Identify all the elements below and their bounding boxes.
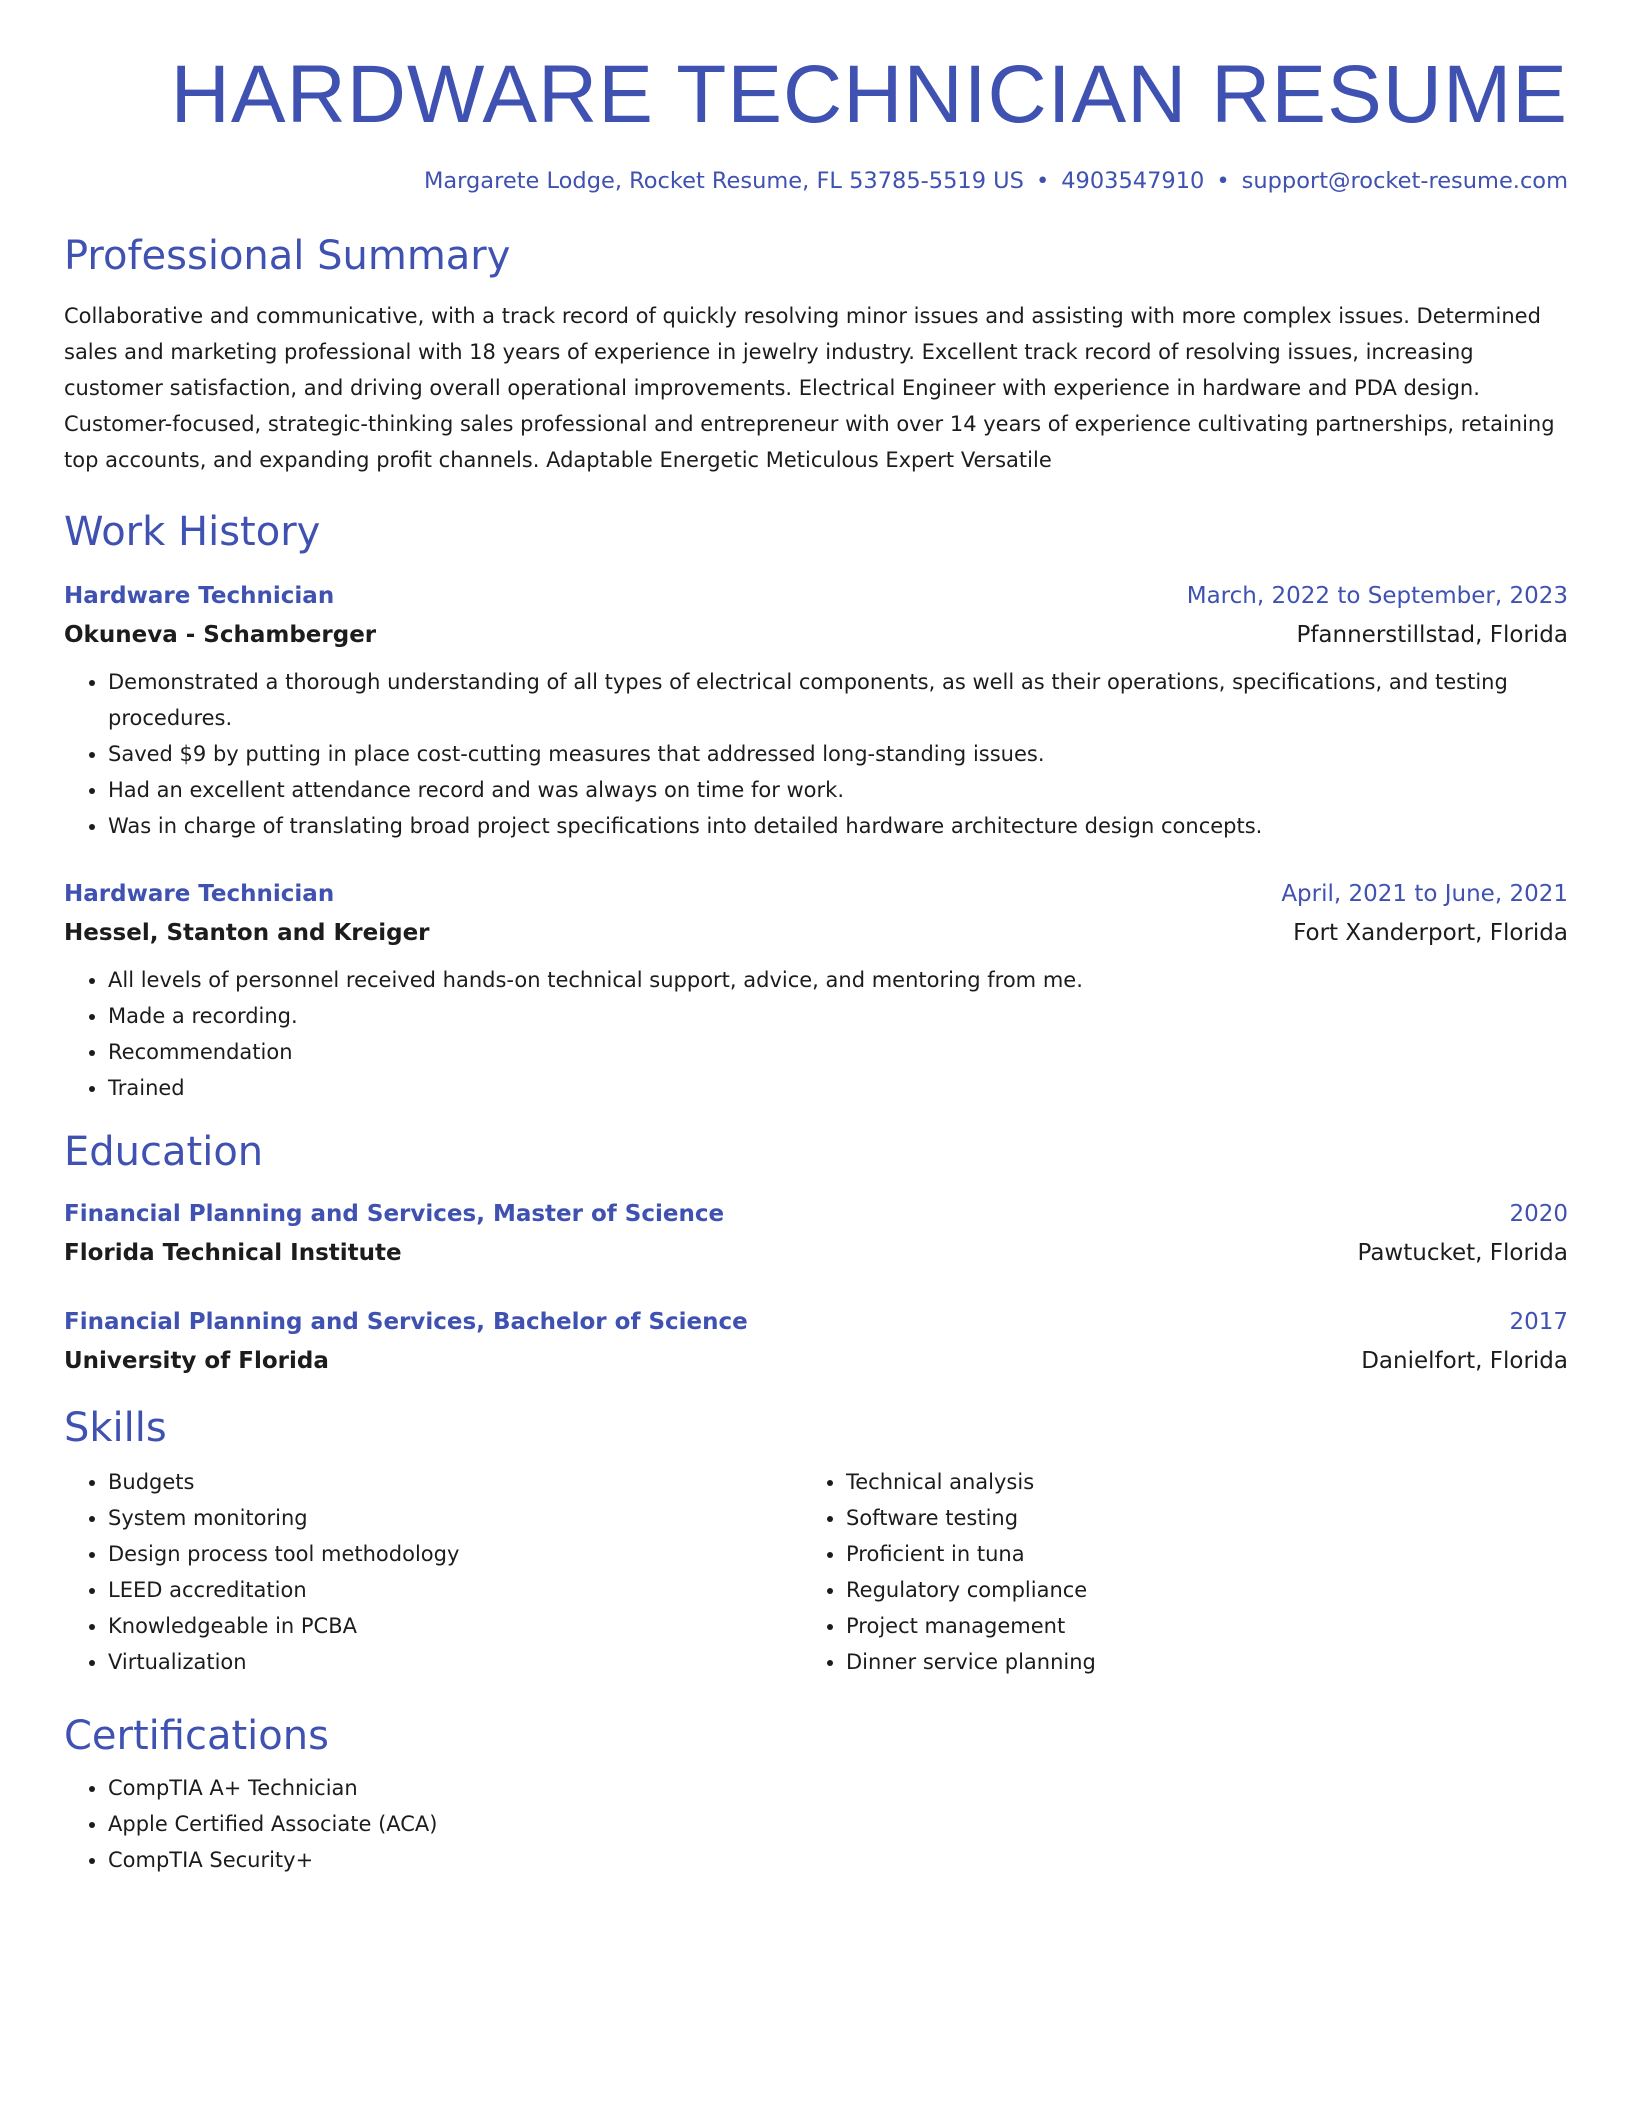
skills-column-left — [64, 1464, 802, 1680]
resume-header — [64, 48, 1568, 194]
list-item: • Demonstrated a thorough understanding of all types of electrical components, as well as their operations, specifications, and testing procedures. — [108, 664, 1568, 736]
contact-email[interactable]: support@rocket-resume.com — [1241, 168, 1568, 195]
job-dates: March, 2022 to September, 2023 — [1186, 583, 1568, 610]
education-entry — [64, 1194, 1568, 1272]
education-location: Danielfort, Florida — [1361, 1348, 1568, 1375]
list-item: • Virtualization — [108, 1644, 802, 1680]
job-location: Fort Xanderport, Florida — [1293, 920, 1568, 947]
work-history-heading: Work History — [64, 509, 321, 556]
job-bullets — [64, 962, 1568, 1106]
list-item: • Design process tool methodology — [108, 1536, 802, 1572]
job-entry — [64, 576, 1568, 844]
skills-list — [802, 1464, 1540, 1680]
summary-text: Collaborative and communicative, with a track record of quickly resolving minor issues and assisting with more complex issues. Determined sales and marketing professional with 18 years of experience in jewelry industry. Excellent track record of resolving issues, increasing customer satisfaction, and driving overall operational improvements. Electrical Engineer with experience in hardware and PDA design. Customer-focused, strategic-thinking sales professional and entrepreneur with over 14 years of experience cultivating partnerships, retaining top accounts, and expanding profit channels. Adaptable Energetic Meticulous Expert Versatile — [64, 304, 1555, 473]
list-item: • Software testing — [846, 1500, 1540, 1536]
job-title: Hardware Technician — [64, 881, 335, 908]
skills-heading: Skills — [64, 1405, 167, 1452]
job-bullets — [64, 664, 1568, 844]
list-item: • Made a recording. — [108, 998, 1568, 1034]
job-dates: April, 2021 to June, 2021 — [1281, 881, 1568, 908]
list-item: • Budgets — [108, 1464, 802, 1500]
list-item: • Dinner service planning — [846, 1644, 1540, 1680]
list-item: • Saved $9 by putting in place cost-cutting measures that addressed long-standing issues. — [108, 736, 1568, 772]
list-item: • CompTIA A+ Technician — [108, 1770, 1568, 1806]
list-item: • Trained — [108, 1070, 1568, 1106]
education-degree: Financial Planning and Services, Bachelor of Science — [64, 1309, 748, 1336]
job-entry — [64, 874, 1568, 1106]
education-year: 2017 — [1509, 1309, 1568, 1336]
education-school: Florida Technical Institute — [64, 1240, 402, 1267]
list-item: • Project management — [846, 1608, 1540, 1644]
education-year: 2020 — [1509, 1201, 1568, 1228]
job-title: Hardware Technician — [64, 583, 335, 610]
job-location: Pfannerstillstad, Florida — [1296, 622, 1568, 649]
skills-grid — [64, 1464, 1568, 1680]
list-item: • Knowledgeable in PCBA — [108, 1608, 802, 1644]
contact-separator: • — [1216, 168, 1230, 195]
list-item: • Technical analysis — [846, 1464, 1540, 1500]
list-item: • System monitoring — [108, 1500, 802, 1536]
list-item: • Was in charge of translating broad project specifications into detailed hardware architecture design concepts. — [108, 808, 1568, 844]
list-item: • Had an excellent attendance record and was always on time for work. — [108, 772, 1568, 808]
list-item: • All levels of personnel received hands-on technical support, advice, and mentoring from me. — [108, 962, 1568, 998]
job-company: Hessel, Stanton and Kreiger — [64, 920, 430, 947]
contact-line — [64, 168, 1568, 194]
education-heading: Education — [64, 1129, 264, 1176]
list-item: • Recommendation — [108, 1034, 1568, 1070]
list-item: • CompTIA Security+ — [108, 1842, 1568, 1878]
contact-phone: 4903547910 — [1061, 168, 1205, 195]
page-title: HARDWARE TECHNICIAN RESUME — [170, 49, 1568, 140]
contact-separator: • — [1035, 168, 1050, 195]
certifications-heading: Certifications — [64, 1713, 329, 1760]
list-item: • Regulatory compliance — [846, 1572, 1540, 1608]
summary-heading: Professional Summary — [64, 233, 511, 280]
certifications-list — [64, 1770, 1568, 1878]
list-item: • Proficient in tuna — [846, 1536, 1540, 1572]
education-entry — [64, 1302, 1568, 1380]
skills-list — [64, 1464, 802, 1680]
education-degree: Financial Planning and Services, Master of Science — [64, 1201, 725, 1228]
skills-column-right — [802, 1464, 1540, 1680]
list-item: • LEED accreditation — [108, 1572, 802, 1608]
education-location: Pawtucket, Florida — [1357, 1240, 1568, 1267]
list-item: • Apple Certified Associate (ACA) — [108, 1806, 1568, 1842]
education-school: University of Florida — [64, 1348, 329, 1375]
job-company: Okuneva - Schamberger — [64, 622, 377, 649]
contact-address: Margarete Lodge, Rocket Resume, FL 53785-5519 US — [423, 168, 1024, 195]
